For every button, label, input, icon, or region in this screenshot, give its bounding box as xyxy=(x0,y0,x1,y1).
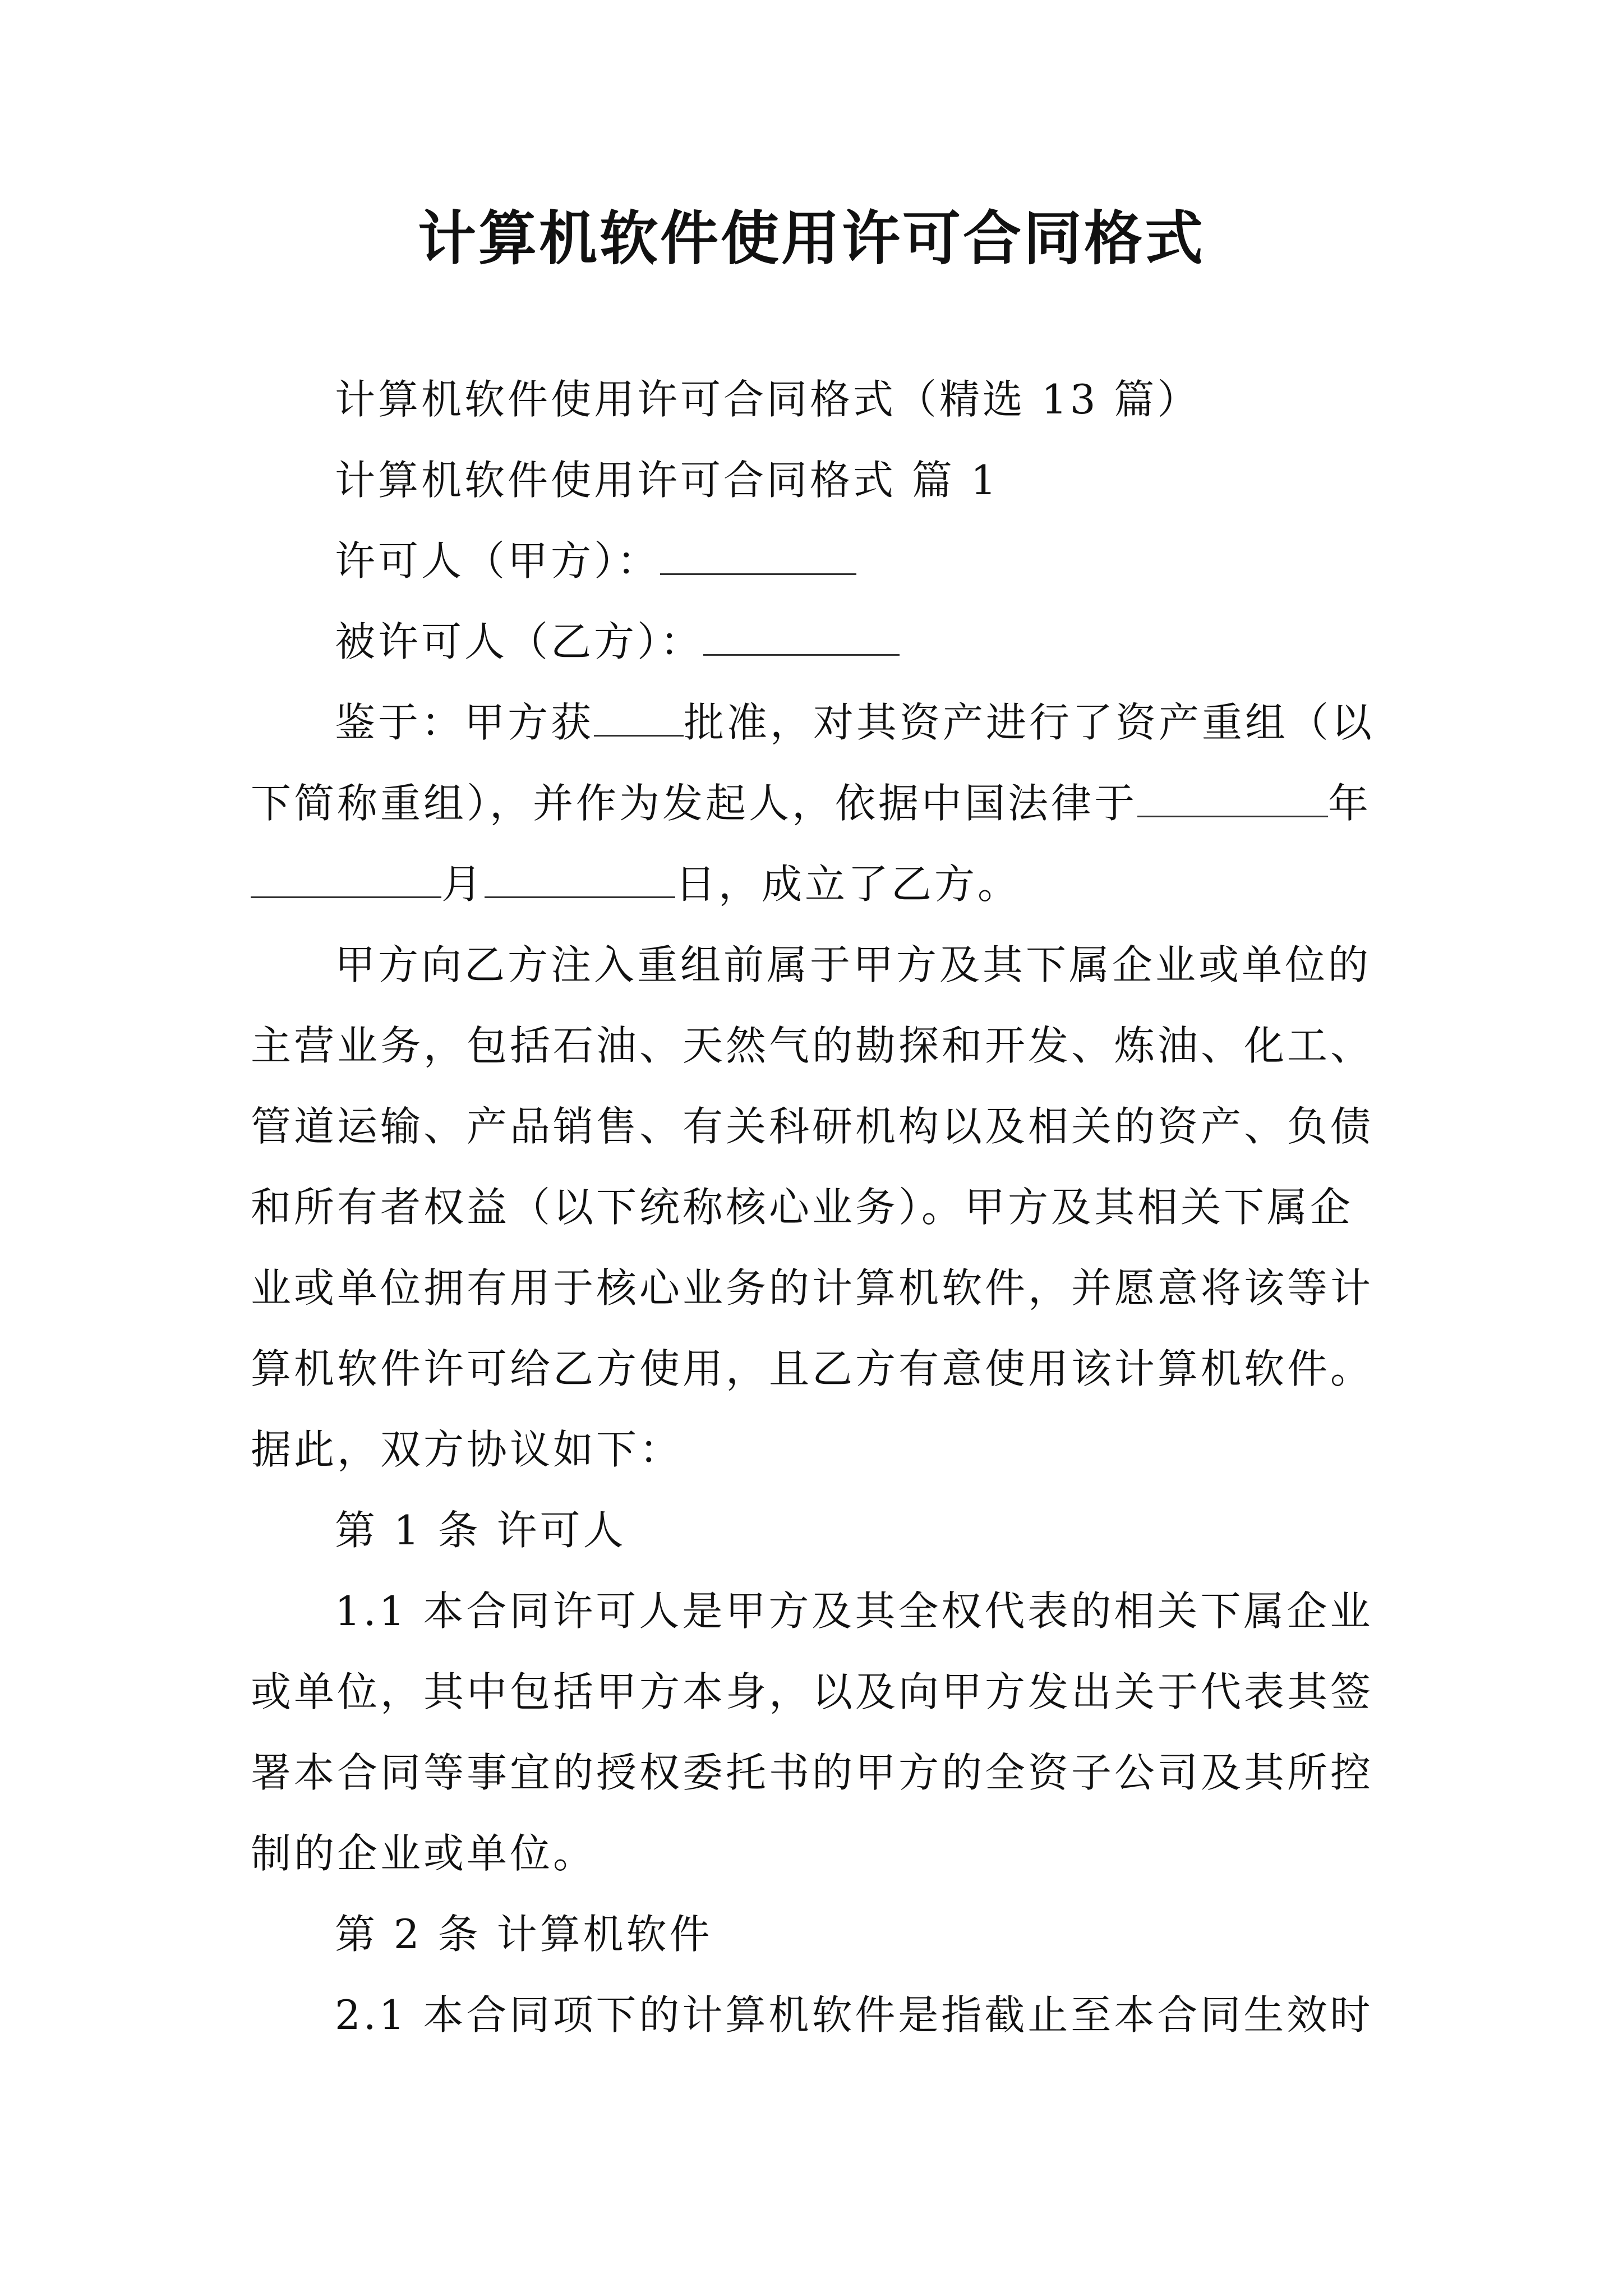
document-title: 计算机软件使用许可合同格式 xyxy=(417,204,1205,273)
day-blank xyxy=(485,856,675,898)
core-business-paragraph: 甲方向乙方注入重组前属于甲方及其下属企业或单位的主营业务，包括石油、天然气的勘探和开发、炼油、化工、管道运输、产品销售、有关科研机构以及相关的资产、负债和所有者权益（以下统称核心业务）。甲方及其相关下属企业或单位拥有用于核心业务的计算机软件，并愿意将该等计算机软件许可给乙方使用，且乙方有意使用该计算机软件。 xyxy=(251,941,1374,1392)
whereas-text-1: 鉴于：甲方获 xyxy=(335,699,594,746)
licensee-line xyxy=(251,601,1378,682)
article2-clause1: 2.1 本合同项下的计算机软件是指截止至本合同生效时 xyxy=(335,1991,1373,2039)
day-label: 日，成立了乙方。 xyxy=(675,861,1021,908)
month-blank xyxy=(251,856,441,898)
year-label: 年 xyxy=(1328,780,1372,827)
whereas-paragraph xyxy=(251,682,1378,924)
licensor-blank xyxy=(660,533,856,575)
approval-blank xyxy=(594,694,684,737)
article1-clause1: 1.1 本合同许可人是甲方及其全权代表的相关下属企业或单位，其中包括甲方本身，以及向甲方发出关于代表其签署本合同等事宜的授权委托书的甲方的全资子公司及其所控制的企业或单位。 xyxy=(251,1588,1374,1877)
agreement-intro: 据此，双方协议如下： xyxy=(251,1426,683,1473)
whereas-text-2: 批准，对其资产进行了资产重组（以下简称重组），并作为发起人，依据中国法律于 xyxy=(251,699,1375,827)
year-blank xyxy=(1137,775,1328,817)
section-heading: 计算机软件使用许可合同格式 篇 1 xyxy=(335,457,999,504)
subtitle: 计算机软件使用许可合同格式（精选 13 篇） xyxy=(335,376,1201,423)
article1-heading: 第 1 条 许可人 xyxy=(335,1507,626,1554)
article2-heading: 第 2 条 计算机软件 xyxy=(335,1911,713,1958)
licensor-label: 许可人（甲方）： xyxy=(335,537,661,585)
document-body xyxy=(251,359,1378,2055)
licensee-label: 被许可人（乙方）： xyxy=(335,618,704,665)
licensee-blank xyxy=(703,614,900,656)
month-label: 月 xyxy=(441,861,485,908)
licensor-line xyxy=(251,521,1378,601)
